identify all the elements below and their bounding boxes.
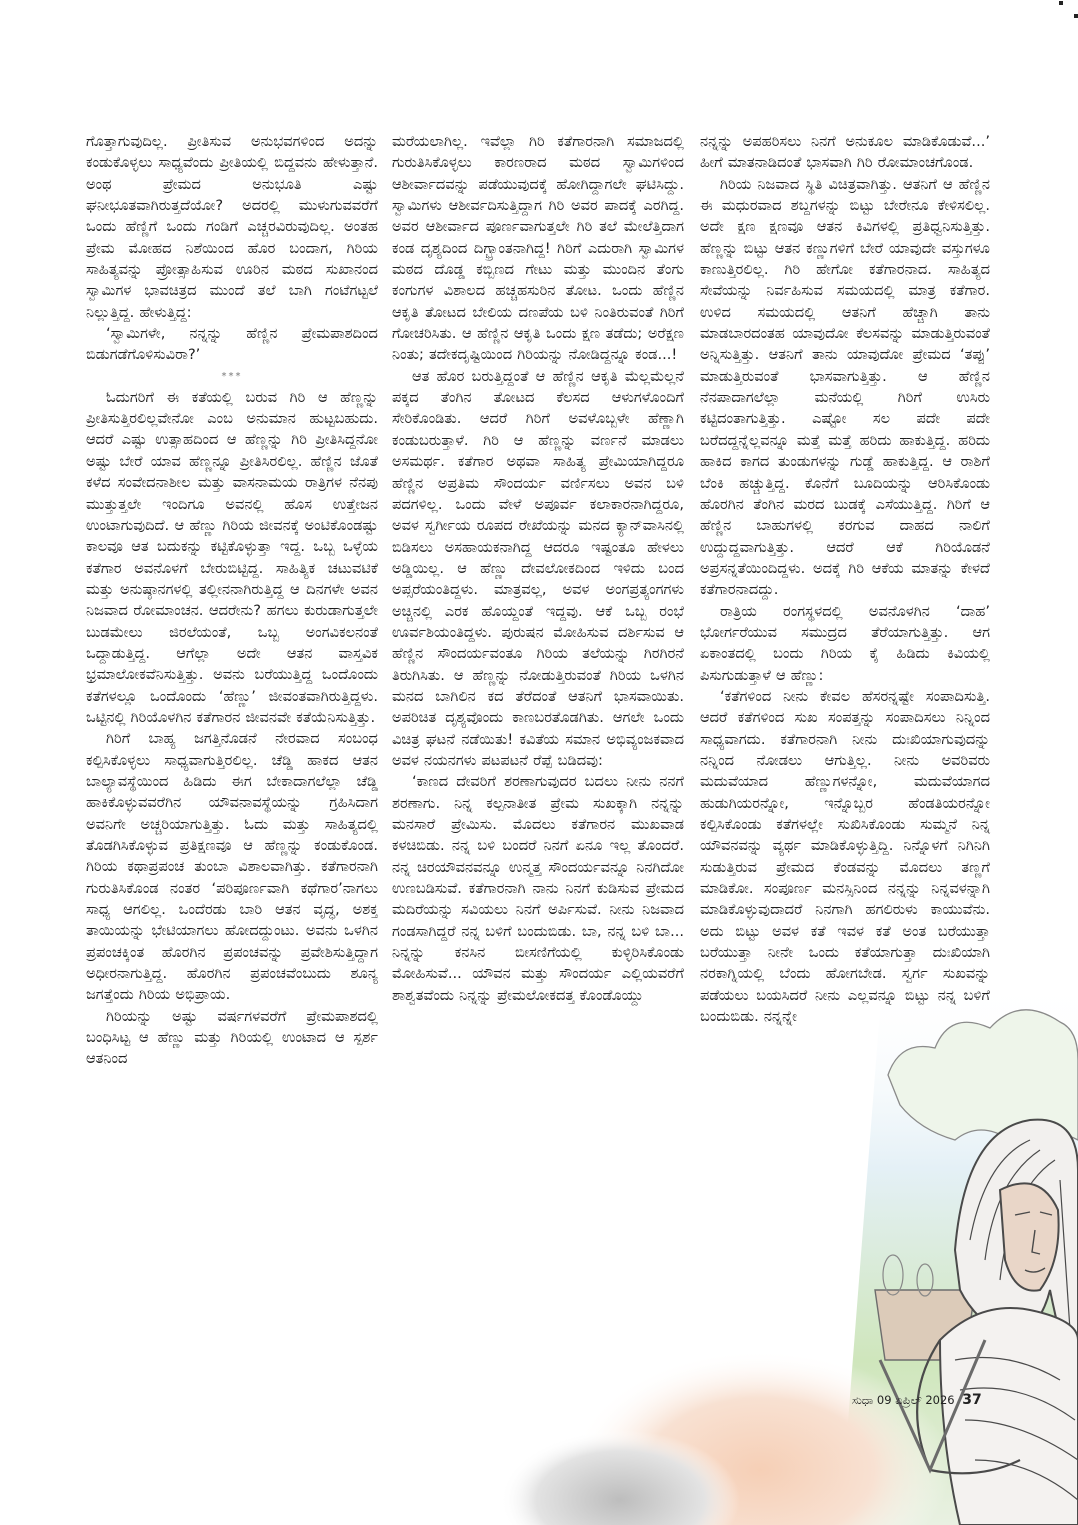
paragraph: ‘ಸ್ವಾಮಿಗಳೇ, ನನ್ನನ್ನು ಹೆಣ್ಣಿನ ಪ್ರೇಮಪಾಶದಿಂದ ಬಿಡುಗಡೆಗೊಳಿಸುವಿರಾ?’ — [86, 325, 378, 364]
column-right — [700, 131, 990, 1027]
paragraph: ನನ್ನನ್ನು ಅಪಹರಿಸಲು ನಿನಗೆ ಅನುಕೂಲ ಮಾಡಿಕೊಡುವೆ...’ ಹೀಗೆ ಮಾತನಾಡಿದಂತೆ ಭಾಸವಾಗಿ ಗಿರಿ ರೋಮಾಂಚಗೊಂಡ. — [700, 133, 990, 172]
paragraph: ಗಿರಿಯನ್ನು ಅಷ್ಟು ವರ್ಷಗಳವರೆಗೆ ಪ್ರೇಮಪಾಶದಲ್ಲಿ ಬಂಧಿಸಿಟ್ಟ ಆ ಹೆಣ್ಣು ಮತ್ತು ಗಿರಿಯಲ್ಲಿ ಉಂಟಾದ ಆ ಸ್ಪರ್ಶ ಆತನಿಂದ — [86, 1007, 378, 1068]
crop-mark — [1074, 14, 1078, 18]
paragraph: ರಾತ್ರಿಯ ರಂಗಸ್ಥಳದಲ್ಲಿ ಅವನೊಳಗಿನ ‘ದಾಹ’ ಭೋರ್ಗರೆಯುವ ಸಮುದ್ರದ ತೆರೆಯಾಗುತ್ತಿತ್ತು. ಆಗ ಏಕಾಂತದಲ್ಲಿ ಬಂದು ಗಿರಿಯ ಕೈ ಹಿಡಿದು ಕಿವಿಯಲ್ಲಿ ಪಿಸುಗುಡುತ್ತಾಳೆ ಆ ಹೆಣ್ಣು: — [700, 602, 990, 684]
paragraph: ಗಿರಿಗೆ ಬಾಹ್ಯ ಜಗತ್ತಿನೊಡನೆ ನೇರವಾದ ಸಂಬಂಧ ಕಲ್ಪಿಸಿಕೊಳ್ಳಲು ಸಾಧ್ಯವಾಗುತ್ತಿರಲಿಲ್ಲ. ಚೆಡ್ಡಿ ಹಾಕದ ಆತನ ಬಾಲ್ಯಾವಸ್ಥೆಯಿಂದ ಹಿಡಿದು ಈಗ ಬೇಕಾದಾಗಲೆಲ್ಲಾ ಚೆಡ್ಡಿ ಹಾಕಿಕೊಳ್ಳುವವರೆಗಿನ ಯೌವನಾವಸ್ಥೆಯನ್ನು ಗ್ರಹಿಸಿದಾಗ ಅವನಿಗೇ ಅಚ್ಚರಿಯಾಗುತ್ತಿತ್ತು. ಓದು ಮತ್ತು ಸಾಹಿತ್ಯದಲ್ಲಿ ತೊಡಗಿಸಿಕೊಳ್ಳುವ ಪ್ರತಿಕ್ಷಣವೂ ಆ ಹೆಣ್ಣನ್ನು ಕಂಡುಕೊಂಡ. ಗಿರಿಯ ಕಥಾಪ್ರಪಂಚ ತುಂಬಾ ವಿಶಾಲವಾಗಿತ್ತು. ಕತೆಗಾರನಾಗಿ ಗುರುತಿಸಿಕೊಂಡ ನಂತರ ‘ಪರಿಪೂರ್ಣವಾಗಿ ಕಥೆಗಾರ’ನಾಗಲು ಸಾಧ್ಯ ಆಗಲಿಲ್ಲ. ಒಂದೆರಡು ಬಾರಿ ಆತನ ವೃದ್ಧ, ಅಶಕ್ತ ತಾಯಿಯನ್ನು ಭೇಟಿಯಾಗಲು ಹೋದದ್ದುಂಟು. ಅವನು ಒಳಗಿನ ಪ್ರಪಂಚಕ್ಕಿಂತ ಹೊರಗಿನ ಪ್ರಪಂಚವನ್ನು ಪ್ರವೇಶಿಸುತ್ತಿದ್ದಾಗ ಅಧೀರನಾಗುತ್ತಿದ್ದ. ಹೊರಗಿನ ಪ್ರಪಂಚವೆಂಬುದು ಶೂನ್ಯ ಜಗತ್ತೆಂದು ಗಿರಿಯ ಅಭಿಪ್ರಾಯ. — [86, 730, 378, 1004]
paragraph: ಆತ ಹೊರ ಬರುತ್ತಿದ್ದಂತೆ ಆ ಹೆಣ್ಣಿನ ಆಕೃತಿ ಮೆಲ್ಲಮೆಲ್ಲನೆ ಪಕ್ಕದ ತೆಂಗಿನ ತೋಟದ ಕೆಲಸದ ಆಳುಗಳೊಂದಿಗೆ ಸೇರಿಕೊಂಡಿತು. ಆದರೆ ಗಿರಿಗೆ ಅವಳೊಬ್ಬಳೇ ಹೆಣ್ಣಾಗಿ ಕಂಡುಬರುತ್ತಾಳೆ. ಗಿರಿ ಆ ಹೆಣ್ಣನ್ನು ವರ್ಣನೆ ಮಾಡಲು ಅಸಮರ್ಥ. ಕತೆಗಾರ ಅಥವಾ ಸಾಹಿತ್ಯ ಪ್ರೇಮಿಯಾಗಿದ್ದರೂ ಹೆಣ್ಣಿನ ಅಪ್ರತಿಮ ಸೌಂದರ್ಯ ವರ್ಣಿಸಲು ಅವನ ಬಳಿ ಪದಗಳಿಲ್ಲ. ಒಂದು ವೇಳೆ ಅಪೂರ್ವ ಕಲಾಕಾರನಾಗಿದ್ದರೂ, ಅವಳ ಸ್ವರ್ಗೀಯ ರೂಪದ ರೇಖೆಯನ್ನು ಮನದ ಕ್ಯಾನ್‌ವಾಸಿನಲ್ಲಿ ಬಿಡಿಸಲು ಅಸಹಾಯಕನಾಗಿದ್ದ ಆದರೂ ಇಷ್ಟಂತೂ ಹೇಳಲು ಅಡ್ಡಿಯಿಲ್ಲ. ಆ ಹೆಣ್ಣು ದೇವಲೋಕದಿಂದ ಇಳಿದು ಬಂದ ಅಪ್ಸರೆಯಂತಿದ್ದಳು. ಮಾತ್ರವಲ್ಲ, ಅವಳ ಅಂಗಪ್ರತ್ಯಂಗಗಳು ಅಚ್ಚಿನಲ್ಲಿ ಎರಕ ಹೊಯ್ದಂತೆ ಇದ್ದವು. ಆಕೆ ಒಬ್ಬ ರಂಭೆ ಊರ್ವಶಿಯಂತಿದ್ದಳು. ಪುರುಷನ ಮೋಹಿಸುವ ದರ್ಶಿಸುವ ಆ ಹೆಣ್ಣಿನ ಸೌಂದರ್ಯವಂತೂ ಗಿರಿಯ ತಲೆಯನ್ನು ಗಿರಗಿರನೆ ತಿರುಗಿಸಿತು. ಆ ಹೆಣ್ಣನ್ನು ನೋಡುತ್ತಿರುವಂತೆ ಗಿರಿಯ ಒಳಗಿನ ಮನದ ಬಾಗಿಲಿನ ಕದ ತೆರೆದಂತೆ ಆತನಿಗೆ ಭಾಸವಾಯಿತು. ಅಪರಿಚಿತ ದೃಶ್ಯವೊಂದು ಕಾಣಬರತೊಡಗಿತು. ಆಗಲೇ ಒಂದು ವಿಚಿತ್ರ ಘಟನೆ ನಡೆಯಿತು! ಕವಿತೆಯ ಸಮಾನ ಅಭಿವ್ಯಂಜಕವಾದ ಅವಳ ನಯನಗಳು ಪಟಪಟನೆ ರೆಪ್ಪೆ ಬಡಿದವು: — [392, 367, 684, 769]
paragraph: ಓದುಗರಿಗೆ ಈ ಕತೆಯಲ್ಲಿ ಬರುವ ಗಿರಿ ಆ ಹೆಣ್ಣನ್ನು ಪ್ರೀತಿಸುತ್ತಿರಲಿಲ್ಲವೇನೋ ಎಂಬ ಅನುಮಾನ ಹುಟ್ಟಬಹುದು. ಆದರೆ ಎಷ್ಟು ಉತ್ಸಾಹದಿಂದ ಆ ಹೆಣ್ಣನ್ನು ಗಿರಿ ಪ್ರೀತಿಸಿದ್ದನೋ ಅಷ್ಟು ಬೇರೆ ಯಾವ ಹೆಣ್ಣನ್ನೂ ಪ್ರೀತಿಸಿರಲಿಲ್ಲ. ಹೆಣ್ಣಿನ ಜೊತೆ ಕಳೆದ ಸಂವೇದನಾಶೀಲ ಮತ್ತು ವಾಸನಾಮಯ ರಾತ್ರಿಗಳ ನೆನಪು ಮುತ್ತುತ್ತಲೇ ಇಂದಿಗೂ ಅವನಲ್ಲಿ ಹೊಸ ಉತ್ತೇಜನ ಉಂಟಾಗುವುದಿದೆ. ಆ ಹೆಣ್ಣು ಗಿರಿಯ ಜೀವನಕ್ಕೆ ಅಂಟಿಕೊಂಡಷ್ಟು ಕಾಲವೂ ಆತ ಬದುಕನ್ನು ಕಟ್ಟಿಕೊಳ್ಳುತ್ತಾ ಇದ್ದ. ಒಬ್ಬ ಒಳ್ಳೆಯ ಕತೆಗಾರ ಅವನೊಳಗೆ ಬೇರುಬಿಟ್ಟಿದ್ದ. ಸಾಹಿತ್ಯಿಕ ಚಟುವಟಿಕೆ ಮತ್ತು ಅನುಷ್ಠಾನಗಳಲ್ಲಿ ತಲ್ಲೀನನಾಗಿರುತ್ತಿದ್ದ ಆ ದಿನಗಳೇ ಅವನ ನಿಜವಾದ ರೋಮಾಂಚನ. ಆದರೇನು? ಹಗಲು ಕುರುಡಾಗುತ್ತಲೇ ಬುಡಮೇಲು ಜಿರಲೆಯಂತೆ, ಒಬ್ಬ ಅಂಗವಿಕಲನಂತೆ ಒದ್ದಾಡುತ್ತಿದ್ದ. ಆಗೆಲ್ಲಾ ಅದೇ ಆತನ ವಾಸ್ತವಿಕ ಭ್ರಮಾಲೋಕವೆನಿಸುತ್ತಿತ್ತು. ಅವನು ಬರೆಯುತ್ತಿದ್ದ ಒಂದೊಂದು ಕತೆಗಳಲ್ಲೂ ಒಂದೊಂದು ‘ಹೆಣ್ಣು’ ಜೀವಂತವಾಗಿರುತ್ತಿದ್ದಳು. ಒಟ್ಟಿನಲ್ಲಿ ಗಿರಿಯೊಳಗಿನ ಕತೆಗಾರನ ಜೀವನವೇ ಕತೆಯೆನಿಸುತ್ತಿತ್ತು. — [86, 388, 378, 726]
crop-mark — [1059, 1, 1063, 5]
section-separator: *** — [221, 370, 243, 382]
paragraph: ‘ಕತೆಗಳಿಂದ ನೀನು ಕೇವಲ ಹೆಸರನ್ನಷ್ಟೇ ಸಂಪಾದಿಸುತ್ತಿ. ಆದರೆ ಕತೆಗಳಿಂದ ಸುಖ ಸಂಪತ್ತನ್ನು ಸಂಪಾದಿಸಲು ನಿನ್ನಿಂದ ಸಾಧ್ಯವಾಗದು. ಕತೆಗಾರನಾಗಿ ನೀನು ದುಃಖಿಯಾಗುವುದನ್ನು ನನ್ನಿಂದ ನೋಡಲು ಆಗುತ್ತಿಲ್ಲ. ನೀನು ಅವರಿವರು ಮದುವೆಯಾದ ಹೆಣ್ಣುಗಳನ್ನೋ, ಮದುವೆಯಾಗದ ಹುಡುಗಿಯರನ್ನೋ, ಇನ್ನೊಬ್ಬರ ಹೆಂಡತಿಯರನ್ನೋ ಕಲ್ಪಿಸಿಕೊಂಡು ಕತೆಗಳಲ್ಲೇ ಸುಖಿಸಿಕೊಂಡು ಸುಮ್ಮನೆ ನಿನ್ನ ಯೌವನವನ್ನು ವ್ಯರ್ಥ ಮಾಡಿಕೊಳ್ಳುತ್ತಿದ್ದಿ. ನಿನ್ನೊಳಗೆ ನಿಗಿನಿಗಿ ಸುಡುತ್ತಿರುವ ಪ್ರೇಮದ ಕೆಂಡವನ್ನು ಮೊದಲು ತಣ್ಣಗೆ ಮಾಡಿಕೋ. ಸಂಪೂರ್ಣ ಮನಸ್ಸಿನಿಂದ ನನ್ನನ್ನು ನಿನ್ನವಳನ್ನಾಗಿ ಮಾಡಿಕೊಳ್ಳುವುದಾದರೆ ನಿನಗಾಗಿ ಹಗಲಿರುಳು ಕಾಯುವೆನು. ಅದು ಬಿಟ್ಟು ಅವಳ ಕತೆ ಇವಳ ಕತೆ ಅಂತ ಬರೆಯುತ್ತಾ ಬರೆಯುತ್ತಾ ನೀನೇ ಒಂದು ಕತೆಯಾಗುತ್ತಾ ದುಃಖಿಯಾಗಿ ನರಕಾಗ್ನಿಯಲ್ಲಿ ಬೆಂದು ಹೋಗಬೇಡ. ಸ್ವರ್ಗ ಸುಖವನ್ನು ಪಡೆಯಲು ಬಯಸಿದರೆ ನೀನು ಎಲ್ಲವನ್ನೂ ಬಿಟ್ಟು ನನ್ನ ಬಳಿಗೆ ಬಂದುಬಿಡು. ನನ್ನನ್ನೇ — [700, 687, 990, 1026]
issue-date: 09 ಏಪ್ರಿಲ್ 2026 — [876, 1393, 955, 1407]
publication-name: ಸುಧಾ — [852, 1393, 874, 1407]
page-number: 37 — [962, 1392, 982, 1408]
paragraph: ‘ಕಾಣದ ದೇವರಿಗೆ ಶರಣಾಗುವುದರ ಬದಲು ನೀನು ನನಗೆ ಶರಣಾಗು. ನಿನ್ನ ಕಲ್ಪನಾತೀತ ಪ್ರೇಮ ಸುಖಕ್ಕಾಗಿ ನನ್ನನ್ನು ಮನಸಾರೆ ಪ್ರೇಮಿಸು. ಮೊದಲು ಕತೆಗಾರನ ಮುಖವಾಡ ಕಳಚಿಬಿಡು. ನನ್ನ ಬಳಿ ಬಂದರೆ ನಿನಗೆ ಏನೂ ಇಲ್ಲ ತೊಂದರೆ. ನನ್ನ ಚಿರಯೌವನವನ್ನೂ ಉನ್ಮತ್ತ ಸೌಂದರ್ಯವನ್ನೂ ನಿನಗಿದೋ ಉಣಬಡಿಸುವೆ. ಕತೆಗಾರನಾಗಿ ನಾನು ನಿನಗೆ ಕುಡಿಸುವ ಪ್ರೇಮದ ಮದಿರೆಯನ್ನು ಸವಿಯಲು ನಿನಗೆ ಅರ್ಪಿಸುವೆ. ನೀನು ನಿಜವಾದ ಗಂಡಸಾಗಿದ್ದರೆ ನನ್ನ ಬಳಿಗೆ ಬಂದುಬಿಡು. ಬಾ, ನನ್ನ ಬಳಿ ಬಾ... ನಿನ್ನನ್ನು ಕನಸಿನ ಬೀಸಣಿಗೆಯಲ್ಲಿ ಕುಳ್ಳಿರಿಸಿಕೊಂಡು ಮೋಹಿಸುವೆ... ಯೌವನ ಮತ್ತು ಸೌಂದರ್ಯ ಎಲ್ಲಿಯವರೆಗೆ ಶಾಶ್ವತವೆಂದು ನಿನ್ನನ್ನು ಪ್ರೇಮಲೋಕದತ್ತ ಕೊಂಡೊಯ್ದು — [392, 773, 684, 1004]
paragraph: ಮರೆಯಲಾಗಿಲ್ಲ. ಇವೆಲ್ಲಾ ಗಿರಿ ಕತೆಗಾರನಾಗಿ ಸಮಾಜದಲ್ಲಿ ಗುರುತಿಸಿಕೊಳ್ಳಲು ಕಾರಣರಾದ ಮಠದ ಸ್ವಾಮಿಗಳಿಂದ ಆಶೀರ್ವಾದವನ್ನು ಪಡೆಯುವುದಕ್ಕೆ ಹೋಗಿದ್ದಾಗಲೇ ಘಟಿಸಿದ್ದು. ಸ್ವಾಮಿಗಳು ಆಶೀರ್ವದಿಸುತ್ತಿದ್ದಾಗ ಗಿರಿ ಅವರ ಪಾದಕ್ಕೆ ಎರಗಿದ್ದ. ಅವರ ಆಶೀರ್ವಾದ ಪೂರ್ಣವಾಗುತ್ತಲೇ ಗಿರಿ ತಲೆ ಮೇಲೆತ್ತಿದಾಗ ಕಂಡ ದೃಶ್ಯದಿಂದ ದಿಗ್ಭ್ರಾಂತನಾಗಿದ್ದ! ಗಿರಿಗೆ ಎದುರಾಗಿ ಸ್ವಾಮಿಗಳ ಮಠದ ದೊಡ್ಡ ಕಬ್ಬಿಣದ ಗೇಟು ಮತ್ತು ಮುಂದಿನ ತೆಂಗು ಕಂಗುಗಳ ವಿಶಾಲದ ಹಚ್ಚಹಸುರಿನ ತೋಟ. ಒಂದು ಹೆಣ್ಣಿನ ಆಕೃತಿ ತೋಟದ ಬೇಲಿಯ ದಣಪೆಯ ಬಳಿ ನಿಂತಿರುವಂತೆ ಗಿರಿಗೆ ಗೋಚರಿಸಿತು. ಆ ಹೆಣ್ಣಿನ ಆಕೃತಿ ಒಂದು ಕ್ಷಣ ತಡೆದು; ಅರೆಕ್ಷಣ ನಿಂತು; ತದೇಕದೃಷ್ಟಿಯಿಂದ ಗಿರಿಯನ್ನು ನೋಡಿದ್ದನ್ನೂ ಕಂಡ...! — [392, 133, 684, 364]
paragraph: ಗೊತ್ತಾಗುವುದಿಲ್ಲ. ಪ್ರೀತಿಸುವ ಅನುಭವಗಳಿಂದ ಅದನ್ನು ಕಂಡುಕೊಳ್ಳಲು ಸಾಧ್ಯವೆಂದು ಪ್ರೀತಿಯಲ್ಲಿ ಬಿದ್ದವನು ಹೇಳುತ್ತಾನೆ. ಅಂಥ ಪ್ರೇಮದ ಅನುಭೂತಿ ಎಷ್ಟು ಘನೀಭೂತವಾಗಿರುತ್ತದೆಯೋ? ಅದರಲ್ಲಿ ಮುಳುಗುವವರೆಗೆ ಒಂದು ಹೆಣ್ಣಿಗೆ ಒಂದು ಗಂಡಿಗೆ ಎಚ್ಚರವಿರುವುದಿಲ್ಲ. ಅಂತಹ ಪ್ರೇಮ ಮೋಹದ ನಿಶೆಯಿಂದ ಹೊರ ಬಂದಾಗ, ಗಿರಿಯ ಸಾಹಿತ್ಯವನ್ನು ಪ್ರೋತ್ಸಾಹಿಸುವ ಊರಿನ ಮಠದ ಸುಖಾನಂದ ಸ್ವಾಮಿಗಳ ಭಾವಚಿತ್ರದ ಮುಂದೆ ತಲೆ ಬಾಗಿ ಗಂಟೆಗಟ್ಟಲೆ ನಿಲ್ಲುತ್ತಿದ್ದ. ಹೇಳುತ್ತಿದ್ದ: — [86, 133, 378, 321]
page-footer — [852, 1392, 982, 1408]
column-middle — [392, 131, 684, 1006]
paragraph: ಗಿರಿಯ ನಿಜವಾದ ಸ್ಥಿತಿ ವಿಚಿತ್ರವಾಗಿತ್ತು. ಆತನಿಗೆ ಆ ಹೆಣ್ಣಿನ ಈ ಮಧುರವಾದ ಶಬ್ದಗಳನ್ನು ಬಿಟ್ಟು ಬೇರೇನೂ ಕೇಳಿಸಲಿಲ್ಲ. ಅದೇ ಕ್ಷಣ ಕ್ಷಣವೂ ಆತನ ಕಿವಿಗಳಲ್ಲಿ ಪ್ರತಿಧ್ವನಿಸುತ್ತಿತ್ತು. ಹೆಣ್ಣನ್ನು ಬಿಟ್ಟು ಆತನ ಕಣ್ಣುಗಳಿಗೆ ಬೇರೆ ಯಾವುದೇ ವಸ್ತುಗಳೂ ಕಾಣುತ್ತಿರಲಿಲ್ಲ. ಗಿರಿ ಹೇಗೋ ಕತೆಗಾರನಾದ. ಸಾಹಿತ್ಯದ ಸೇವೆಯನ್ನು ನಿರ್ವಹಿಸುವ ಸಮಯದಲ್ಲಿ ಮಾತ್ರ ಕತೆಗಾರ. ಉಳಿದ ಸಮಯದಲ್ಲಿ ಆತನಿಗೆ ಹೆಚ್ಚಾಗಿ ತಾನು ಮಾಡಬಾರದಂತಹ ಯಾವುದೋ ಕೆಲಸವನ್ನು ಮಾಡುತ್ತಿರುವಂತೆ ಅನ್ನಿಸುತ್ತಿತ್ತು. ಆತನಿಗೆ ತಾನು ಯಾವುದೋ ಪ್ರೇಮದ ‘ತಪ್ಪು’ ಮಾಡುತ್ತಿರುವಂತೆ ಭಾಸವಾಗುತ್ತಿತ್ತು. ಆ ಹೆಣ್ಣಿನ ನೆನಪಾದಾಗಲೆಲ್ಲಾ ಮನೆಯಲ್ಲಿ ಗಿರಿಗೆ ಉಸಿರು ಕಟ್ಟಿದಂತಾಗುತ್ತಿತ್ತು. ಎಷ್ಟೋ ಸಲ ಪದೇ ಪದೇ ಬರೆದದ್ದನ್ನೆಲ್ಲವನ್ನೂ ಮತ್ತೆ ಮತ್ತೆ ಹರಿದು ಹಾಕುತ್ತಿದ್ದ. ಹರಿದು ಹಾಕಿದ ಕಾಗದ ತುಂಡುಗಳನ್ನು ಗುಡ್ಡೆ ಹಾಕುತ್ತಿದ್ದ. ಆ ರಾಶಿಗೆ ಬೆಂಕಿ ಹಚ್ಚುತ್ತಿದ್ದ. ಕೊನೆಗೆ ಬೂದಿಯನ್ನು ಆರಿಸಿಕೊಂಡು ಹೊರಗಿನ ತೆಂಗಿನ ಮರದ ಬುಡಕ್ಕೆ ಎಸೆಯುತ್ತಿದ್ದ. ಗಿರಿಗೆ ಆ ಹೆಣ್ಣಿನ ಬಾಹುಗಳಲ್ಲಿ ಕರಗುವ ದಾಹದ ನಾಲಿಗೆ ಉದ್ದುದ್ದವಾಗುತ್ತಿತ್ತು. ಆದರೆ ಆಕೆ ಗಿರಿಯೊಡನೆ ಅಪ್ರಸನ್ನತೆಯಿಂದಿದ್ದಳು. ಅದಕ್ಕೆ ಗಿರಿ ಆಕೆಯ ಮಾತನ್ನು ಕೇಳದೆ ಕತೆಗಾರನಾದದ್ದು. — [700, 175, 990, 599]
column-left — [86, 131, 378, 1070]
